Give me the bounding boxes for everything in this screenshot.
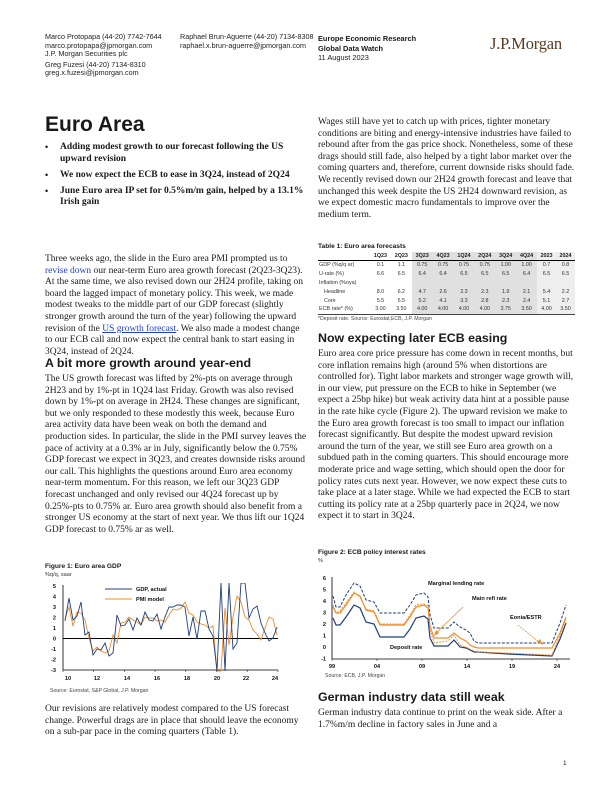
author-block-mid [180,33,313,50]
right-intro [318,117,576,221]
svg-text:-2: -2 [51,657,56,664]
svg-text:Eonia/ESTR: Eonia/ESTR [510,615,542,621]
svg-text:1: 1 [52,626,56,632]
key-point: • Adding modest growth to our forecast following the US upward revision [45,142,307,165]
svg-text:Marginal lending rate: Marginal lending rate [428,581,485,587]
author-email[interactable]: raphael.x.brun-aguerre@jpmorgan.com [180,40,306,50]
table-1 [318,243,576,322]
svg-text:-1: -1 [51,647,56,653]
svg-text:2: 2 [322,622,326,628]
svg-text:2: 2 [52,615,56,622]
department: Europe Economic Research [318,34,417,43]
after-figure-text [45,704,307,739]
svg-text:3: 3 [52,605,56,611]
figure-source: Source: Eurostat, S&P Global, J.P. Morgan [50,688,149,694]
svg-text:14: 14 [463,664,471,670]
svg-text:PMI model: PMI model [136,597,164,603]
svg-text:5: 5 [52,584,56,590]
svg-text:5: 5 [322,587,326,594]
publication-date: 11 August 2023 [318,53,369,62]
column-header: 4Q23 [433,252,454,261]
revise-down-link[interactable]: revise down [45,265,92,276]
section-body: The US growth forecast was lifted by 2%-pts on average through 2H23 and by 1%-pt in 1Q24 last Friday. Growth was also revised down by 1%-pt on average in 2H24. These changes are significant, but we only responded to these modestly this week, because Euro area activity data have been weak on both the demand and production sides. In particular, the slide in the PMI survey leaves the pace of activity at a 0.3% ar in July, significantly below the 0.75% GDP forecast we expect in 3Q23, and creates downside risks around our call. This highlights the questions around Euro area economy near-term momentum. For this reason, we left our 3Q23 GDP forecast unchanged and only revised our 4Q24 forecast up by 0.25%-pts to 0.75% ar. Euro area growth should also benefit from a stronger US economy at the start of next year. We thus lift our 1Q24 GDP forecast to 0.75% ar as well. [45,374,307,535]
publication-name: Global Data Watch [318,44,384,53]
svg-text:99: 99 [328,664,336,670]
figure-unit: % [318,558,323,564]
svg-text:24: 24 [553,664,561,670]
svg-text:22: 22 [242,676,250,682]
figure-1 [45,563,307,578]
section-ecb-easing [318,331,576,523]
svg-text:0: 0 [52,636,56,643]
page-title: Euro Area [45,113,145,136]
svg-text:4: 4 [322,599,326,605]
ecb-rates-chart [318,575,578,675]
table-row: ECB rate* (%) 3.00 3.50 4.00 4.00 4.00 4.00 3.75 3.50 4.00 3.50 [318,305,575,314]
svg-text:14: 14 [123,676,131,682]
column-header: 2023 [537,252,556,261]
svg-text:12: 12 [93,676,101,682]
section-heading: German industry data still weak [318,690,505,704]
figure-source: Source: ECB, J.P. Morgan [325,673,386,679]
author-line: Marco Protopapa (44-20) 7742-7644 [45,32,162,41]
svg-text:19: 19 [508,664,516,670]
column-header: 4Q24 [516,252,537,261]
column-header: 3Q23 [412,252,433,261]
jpmorgan-logo: J.P.Morgan [490,34,562,53]
svg-text:-1: -1 [321,656,326,663]
table-row: Core 5.5 5.5 5.2 4.1 3.3 2.8 2.3 2.4 5.1 2.7 [318,296,575,305]
table-row: Headline 8.0 6.2 4.7 2.6 2.3 2.3 1.9 2.1 5.4 2.2 [318,287,575,296]
svg-text:GDP, actual: GDP, actual [136,587,167,593]
author-block-left [45,33,162,78]
column-header: 3Q24 [495,252,516,261]
table-row: GDP (%q/q ar) 0.1 1.1 0.75 0.75 0.75 0.75 1.00 1.00 0.7 0.8 [318,261,575,270]
svg-text:0: 0 [322,645,326,651]
key-point: • June Euro area IP set for 0.5%m/m gain, helped by a 13.1% Irish gain [45,186,307,209]
publication-info [318,34,416,62]
key-points [45,142,307,213]
svg-text:16: 16 [153,676,161,682]
column-header: 2Q23 [391,252,412,261]
author-email[interactable]: marco.protopapa@jpmorgan.com [45,40,153,50]
euro-gdp-chart [45,583,295,687]
figure-2 [318,549,576,564]
author-line: Greg Fuzesi (44-20) 7134-8310 [45,59,146,69]
svg-text:20: 20 [213,676,221,682]
section-body: German industry data continue to print on the weak side. After a 1.7%m/m decline in factory sales in June and a [318,708,563,730]
column-header: 2024 [556,252,575,261]
right-intro-paragraph: Wages still have yet to catch up with prices, tighter monetary conditions are biting and energy-intensive industries have failed to rebound after from the gas price shock. Nonetheless, some of these drags should still fade, also helped by a tight labor market over the coming quarters and, therefore, current downside risks should fade. We recently revised down our 2H24 growth forecast and leave that unchanged this week despite the US 2H24 downward revision, as we expect domestic macro fundamentals to improve over the medium term. [318,117,575,220]
figure-unit: %q/q, saar [45,572,72,578]
us-growth-forecast-link[interactable]: US growth forecast [102,323,177,334]
section-body: Euro area core price pressure has come down in recent months, but core inflation remains high (around 5% when distortions are controlled for). Tight labor markets and stronger wage growth will, in our view, put pressure on the ECB to hike in September (we expect a 25bp hike) but weak activity data hint at a possible pause in the rate hike cycle (Figure 2). The upward revision we make to the Euro area growth forecast is too small to impact our inflation forecast significantly. But despite the modest upward revision around the turn of the year, we still see Euro area growth on a subdued path in the coming quarters. This should encourage more moderate price and wage setting, which should open the door for policy rates cuts next year. However, we now expect these cuts to take place at a later stage. While we had expected the ECB to start cutting its policy rate at a 25bp quarterly pace in 2Q24, we now expect it to start in 3Q24. [318,349,574,522]
page-number: 1 [563,760,567,767]
svg-text:-3: -3 [51,668,56,674]
svg-text:Main refi rate: Main refi rate [472,596,507,602]
svg-text:10: 10 [64,676,72,682]
figure-title: Figure 2: ECB policy interest rates [318,549,426,556]
svg-text:4: 4 [52,594,56,601]
svg-text:3: 3 [322,610,326,617]
intro-section [45,254,307,358]
table-row: U-rate (%) 6.6 6.5 6.4 6.4 6.5 6.5 6.5 6.4 6.5 6.5 [318,270,575,279]
section-year-end-growth [45,356,307,536]
column-header: 1Q23 [370,252,391,261]
figure-title: Figure 1: Euro area GDP [45,563,122,570]
column-header: 2Q24 [474,252,495,261]
column-header: 1Q24 [454,252,475,261]
key-point: • We now expect the ECB to ease in 3Q24, instead of 2Q24 [45,170,307,182]
section-german-industry [318,690,576,731]
author-affiliation: J.P. Morgan Securities plc [45,49,128,59]
svg-text:24: 24 [271,676,279,682]
intro-paragraph: Three weeks ago, the slide in the Euro area PMI prompted us to revise down our near-term Euro area growth forecast (2Q23-3Q23). At the same time, we also revised down our 2H24 profile, taking on board the lagged impact of monetary policy. This week, we made modest tweaks to the middle part of our GDP forecast (slightly stronger growth around the turn of the year) following the upward revision of the US growth forecast. We also made a modest change to our ECB call and now expect the central bank to start easing in 3Q24, instead of 2Q24. [45,254,304,357]
author-line: Raphael Brun-Aguerre (44-20) 7134-8308 [180,32,314,41]
svg-text:1: 1 [322,633,326,640]
svg-text:Deposit rate: Deposit rate [390,645,423,651]
forecast-table [318,252,575,315]
table-title: Table 1: Euro area forecasts [318,243,406,250]
author-email[interactable]: greg.x.fuzesi@jpmorgan.com [45,68,139,78]
svg-text:09: 09 [418,664,426,670]
svg-text:6: 6 [322,576,326,582]
section-body: Our revisions are relatively modest compared to the US forecast change. Powerful drags are in place that should leave the economy on a sub-par pace in the coming quarters (Table 1). [45,704,299,738]
table-footnote: *Deposit rate. Source: Eurostat,ECB, J.P. Morgan [318,315,432,322]
svg-text:04: 04 [373,664,381,670]
section-heading: A bit more growth around year-end [45,356,252,370]
section-heading: Now expecting later ECB easing [318,331,508,345]
table-row: Inflation (%oya) [318,279,575,288]
svg-text:18: 18 [183,676,191,682]
